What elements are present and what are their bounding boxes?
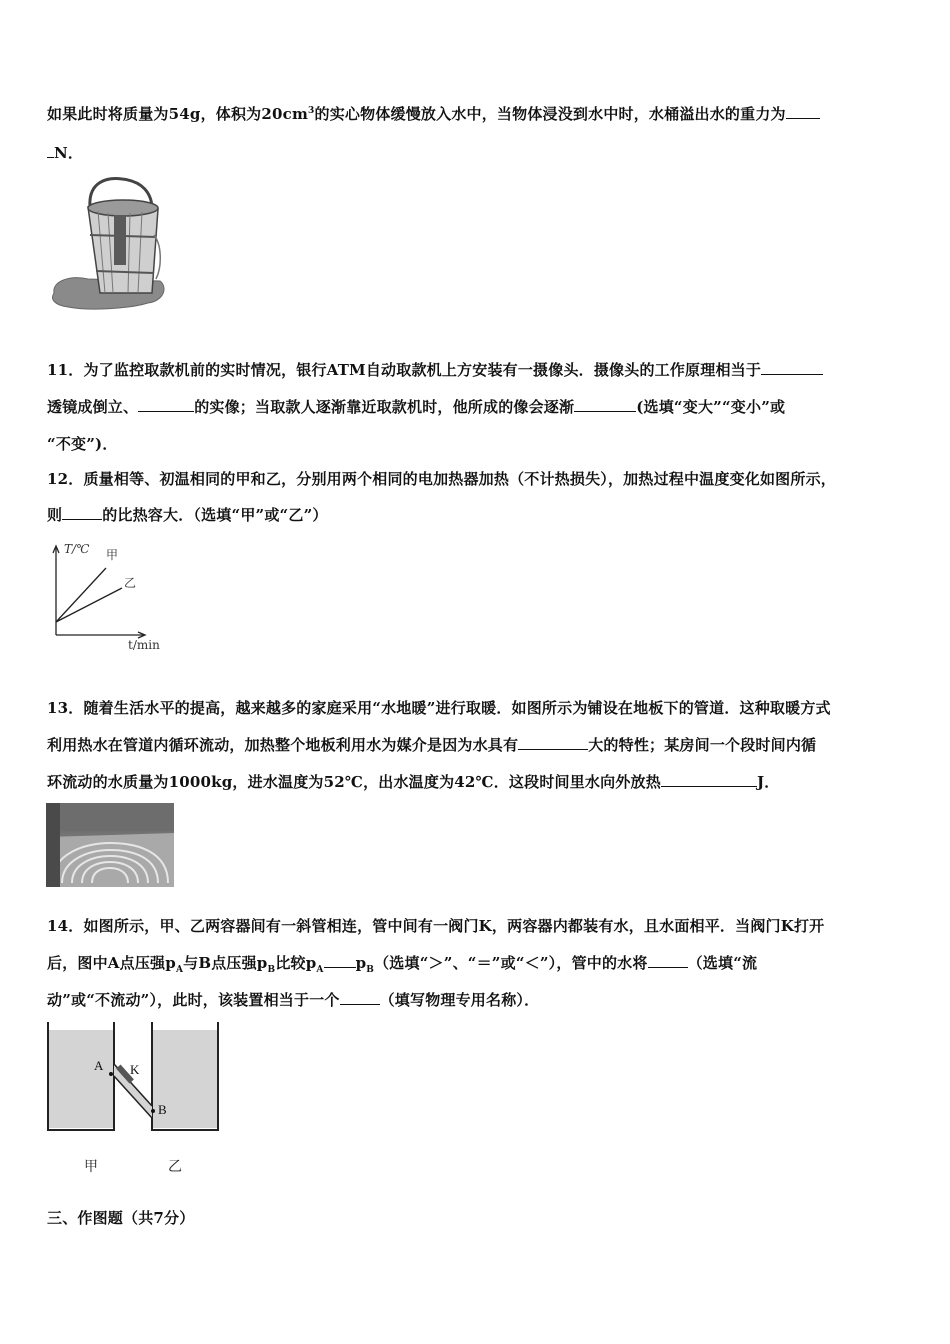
q13-text-2a: 利用热水在管道内循环流动，加热整个地板利用水为媒介是因为水具有 bbox=[47, 736, 519, 754]
q11-line3 bbox=[47, 433, 118, 454]
q11-blank-lens[interactable] bbox=[761, 360, 823, 375]
point-a bbox=[109, 1072, 113, 1076]
graph-line-b bbox=[56, 588, 122, 622]
container-left-water bbox=[48, 1030, 114, 1128]
q10-answer-blank-cont[interactable] bbox=[47, 143, 54, 158]
q14-text-3a: 动”或“不流动”），此时，该装置相当于一个 bbox=[47, 991, 340, 1009]
q10-text-a: 如果此时将质量为54g，体积为20cm bbox=[47, 105, 309, 123]
water-bucket-figure bbox=[48, 175, 168, 315]
q11-text-2b: 的实像；当取款人逐渐靠近取款机时，他所成的像会逐渐 bbox=[194, 398, 575, 416]
q10-text-b: 的实心物体缓慢放入水中，当物体浸没到水中时，水桶溢出水的重力为 bbox=[314, 105, 786, 123]
label-valve-k: K bbox=[130, 1062, 140, 1077]
q12-text-1: 12．质量相等、初温相同的甲和乙，分别用两个相同的电加热器加热（不计热损失），加热过程中温度变化如图所示， bbox=[47, 470, 836, 488]
q11-line2 bbox=[47, 396, 785, 417]
q11-line1 bbox=[47, 359, 823, 380]
q14-sub-b2: B bbox=[366, 965, 375, 975]
graph-x-label: t/min bbox=[128, 638, 160, 652]
q10-answer-blank[interactable] bbox=[786, 104, 820, 119]
q11-text-2a: 透镜成倒立、 bbox=[47, 398, 139, 416]
q10-line1 bbox=[47, 103, 820, 124]
q11-blank-image-change[interactable] bbox=[574, 397, 636, 412]
q14-sub-a2: A bbox=[316, 965, 324, 975]
q10-superscript: 3 bbox=[308, 106, 315, 116]
q14-text-2b: 与B点压强p bbox=[183, 954, 268, 972]
q13-text-3b: J． bbox=[756, 773, 780, 791]
q11-text-2c: (选填“变大”“变小”或 bbox=[636, 398, 786, 416]
q14-text-3b: （填写物理专用名称）． bbox=[379, 991, 540, 1009]
q14-blank-flow[interactable] bbox=[648, 953, 688, 968]
q12-text-2a: 则 bbox=[47, 506, 63, 524]
q13-line1 bbox=[47, 697, 831, 718]
q14-text-2d: p bbox=[355, 954, 367, 972]
q14-line3 bbox=[47, 989, 539, 1010]
q14-line1 bbox=[47, 915, 824, 936]
q12-line1 bbox=[47, 468, 836, 489]
q11-text-3: “不变”)． bbox=[47, 435, 118, 453]
q13-text-1: 13．随着生活水平的提高，越来越多的家庭采用“水地暖”进行取暖．如图所示为铺设在地板下的管道．这种取暖方式 bbox=[47, 699, 831, 717]
q14-line2 bbox=[47, 952, 757, 975]
q13-blank-heat[interactable] bbox=[661, 772, 757, 787]
q13-text-3a: 环流动的水质量为1000kg，进水温度为52℃，出水温度为42℃．这段时间里水向外放热 bbox=[47, 773, 661, 791]
q14-text-2a: 后，图中A点压强p bbox=[47, 954, 176, 972]
label-point-b: B bbox=[158, 1102, 167, 1117]
q13-line3 bbox=[47, 771, 779, 792]
q13-blank-property[interactable] bbox=[518, 735, 588, 750]
q12-text-2b: 的比热容大．（选填“甲”或“乙”） bbox=[102, 506, 328, 524]
q12-line2 bbox=[47, 504, 328, 525]
q10-unit: N． bbox=[54, 144, 84, 162]
label-container-right: 乙 bbox=[168, 1159, 182, 1175]
q13-text-2b: 大的特性；某房间一个段时间内循 bbox=[588, 736, 817, 754]
q14-sub-a1: A bbox=[175, 965, 184, 975]
connected-containers-figure bbox=[44, 1020, 224, 1180]
floor-heating-photo bbox=[46, 803, 174, 887]
q10-line2 bbox=[47, 142, 83, 163]
q13-line2 bbox=[47, 734, 816, 755]
section3-heading bbox=[47, 1207, 194, 1228]
temperature-graph bbox=[44, 540, 184, 655]
q14-text-2e: （选填“＞”、“＝”或“＜”），管中的水将 bbox=[374, 954, 648, 972]
graph-label-b: 乙 bbox=[124, 576, 137, 590]
graph-y-label: T/℃ bbox=[64, 542, 90, 556]
label-point-a: A bbox=[94, 1058, 104, 1073]
q11-blank-image-type[interactable] bbox=[138, 397, 194, 412]
section3-title: 三、作图题（共7分） bbox=[47, 1209, 195, 1227]
q12-answer-blank[interactable] bbox=[62, 505, 102, 520]
q14-blank-compare[interactable] bbox=[324, 953, 356, 968]
point-b bbox=[151, 1109, 155, 1113]
graph-label-a: 甲 bbox=[106, 548, 119, 562]
q14-text-2c: 比较p bbox=[275, 954, 317, 972]
q14-text-2f: （选填“流 bbox=[687, 954, 758, 972]
graph-line-a bbox=[56, 568, 106, 622]
q11-text-1: 11．为了监控取款机前的实时情况，银行ATM自动取款机上方安装有一摄像头．摄像头的工作原理相当于 bbox=[47, 361, 762, 379]
label-container-left: 甲 bbox=[84, 1159, 98, 1175]
q14-sub-b1: B bbox=[267, 965, 276, 975]
q14-blank-device[interactable] bbox=[340, 990, 380, 1005]
q14-text-1: 14．如图所示，甲、乙两容器间有一斜管相连，管中间有一阀门K，两容器内都装有水，且水面相平．当阀门K打开 bbox=[47, 917, 825, 935]
